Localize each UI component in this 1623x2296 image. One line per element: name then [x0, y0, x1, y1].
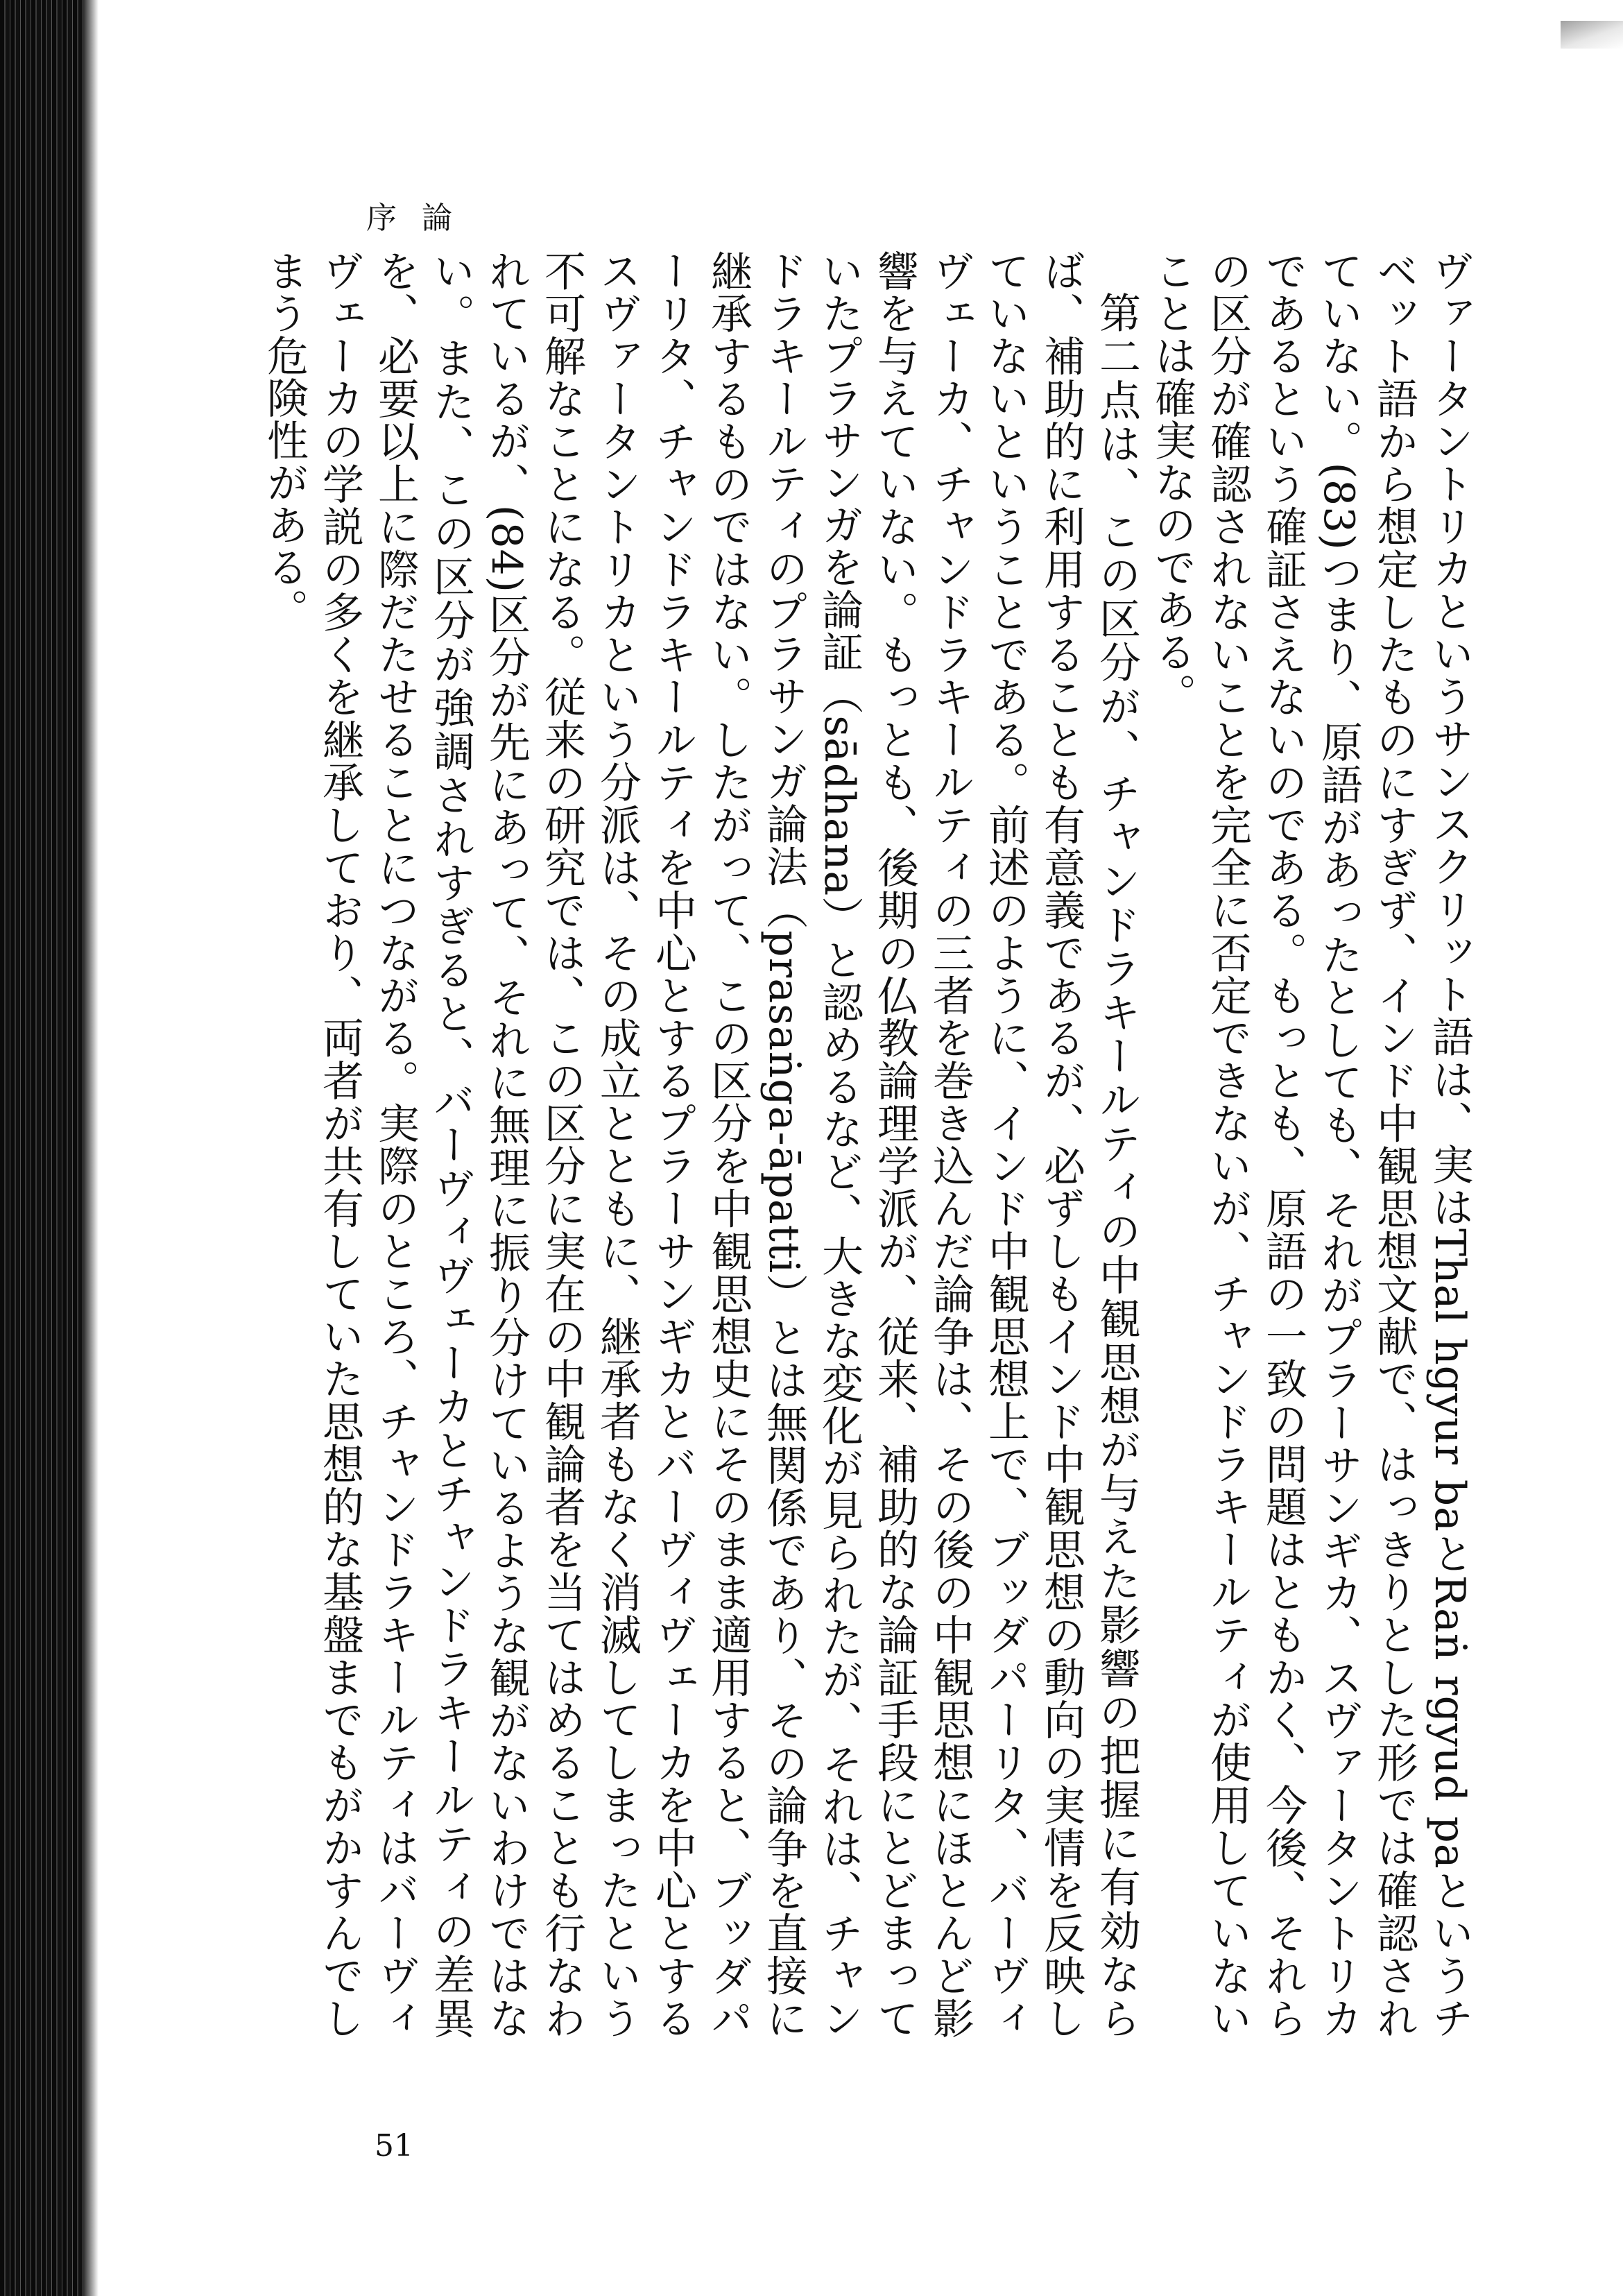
- body-text: [260, 250, 1477, 2040]
- scan-corner-mark: [1561, 21, 1623, 49]
- paragraph-2: 第二点は、この区分が、チャンドラキールティの中観思想が与えた影響の把握に有効ならば、補助的に利用することも有意義であるが、必ずしもインド中観思想の動向の実情を反映していないということである。前述のように、インド中観思想上で、ブッダパーリタ、バーヴィヴェーカ、チャンドラキールティの三者を巻き込んだ論争は、その後の中観思想にほとんど影響を与えていない。もっとも、後期の仏教論理学派が、従来、補助的な論証手段にとどまっていたプラサンガを論証（sādhana）と認めるなど、大きな変化が見られたが、それは、チャンドラキールティのプラサンガ論法（prasaṅga-āpatti）とは無関係であり、その論争を直接に継承するものではない。したがって、この区分を中観思想史にそのまま適用すると、ブッダパーリタ、チャンドラキールティを中心とするプラーサンギカとバーヴィヴェーカを中心とするスヴァータントリカという分派は、その成立とともに、継承者もなく消滅してしまったという不可解なことになる。従来の研究では、この区分に実在の中観論者を当てはめることも行なわれているが、(84)区分が先にあって、それに無理に振り分けているような観がないわけではない。また、この区分が強調されすぎると、バーヴィヴェーカとチャンドラキールティの差異を、必要以上に際だたせることにつながる。実際のところ、チャンドラキールティはバーヴィヴェーカの学説の多くを継承しており、両者が共有していた思想的な基盤までもがかすんでしまう危険性がある。: [260, 250, 1141, 2039]
- running-head: 序論: [366, 200, 477, 236]
- page-number: 51: [375, 2128, 413, 2164]
- binding-shadow: [0, 0, 83, 2296]
- paragraph-1: ヴァータントリカというサンスクリット語は、実はThal hgyur baとRaṅ rgyud paというチベット語から想定したものにすぎず、インド中観思想文献で、はっきりとした形では確認されていない。(83)つまり、原語があったとしても、それがプラーサンギカ、スヴァータントリカであるという確証さえないのである。もっとも、原語の一致の問題はともかく、今後、それらの区分が確認されないことを完全に否定できないが、チャンドラキールティが使用していないことは確実なのである。: [1148, 250, 1474, 2040]
- vertical-text-column: [257, 250, 1477, 2039]
- binding-shadow-fade: [83, 0, 98, 2296]
